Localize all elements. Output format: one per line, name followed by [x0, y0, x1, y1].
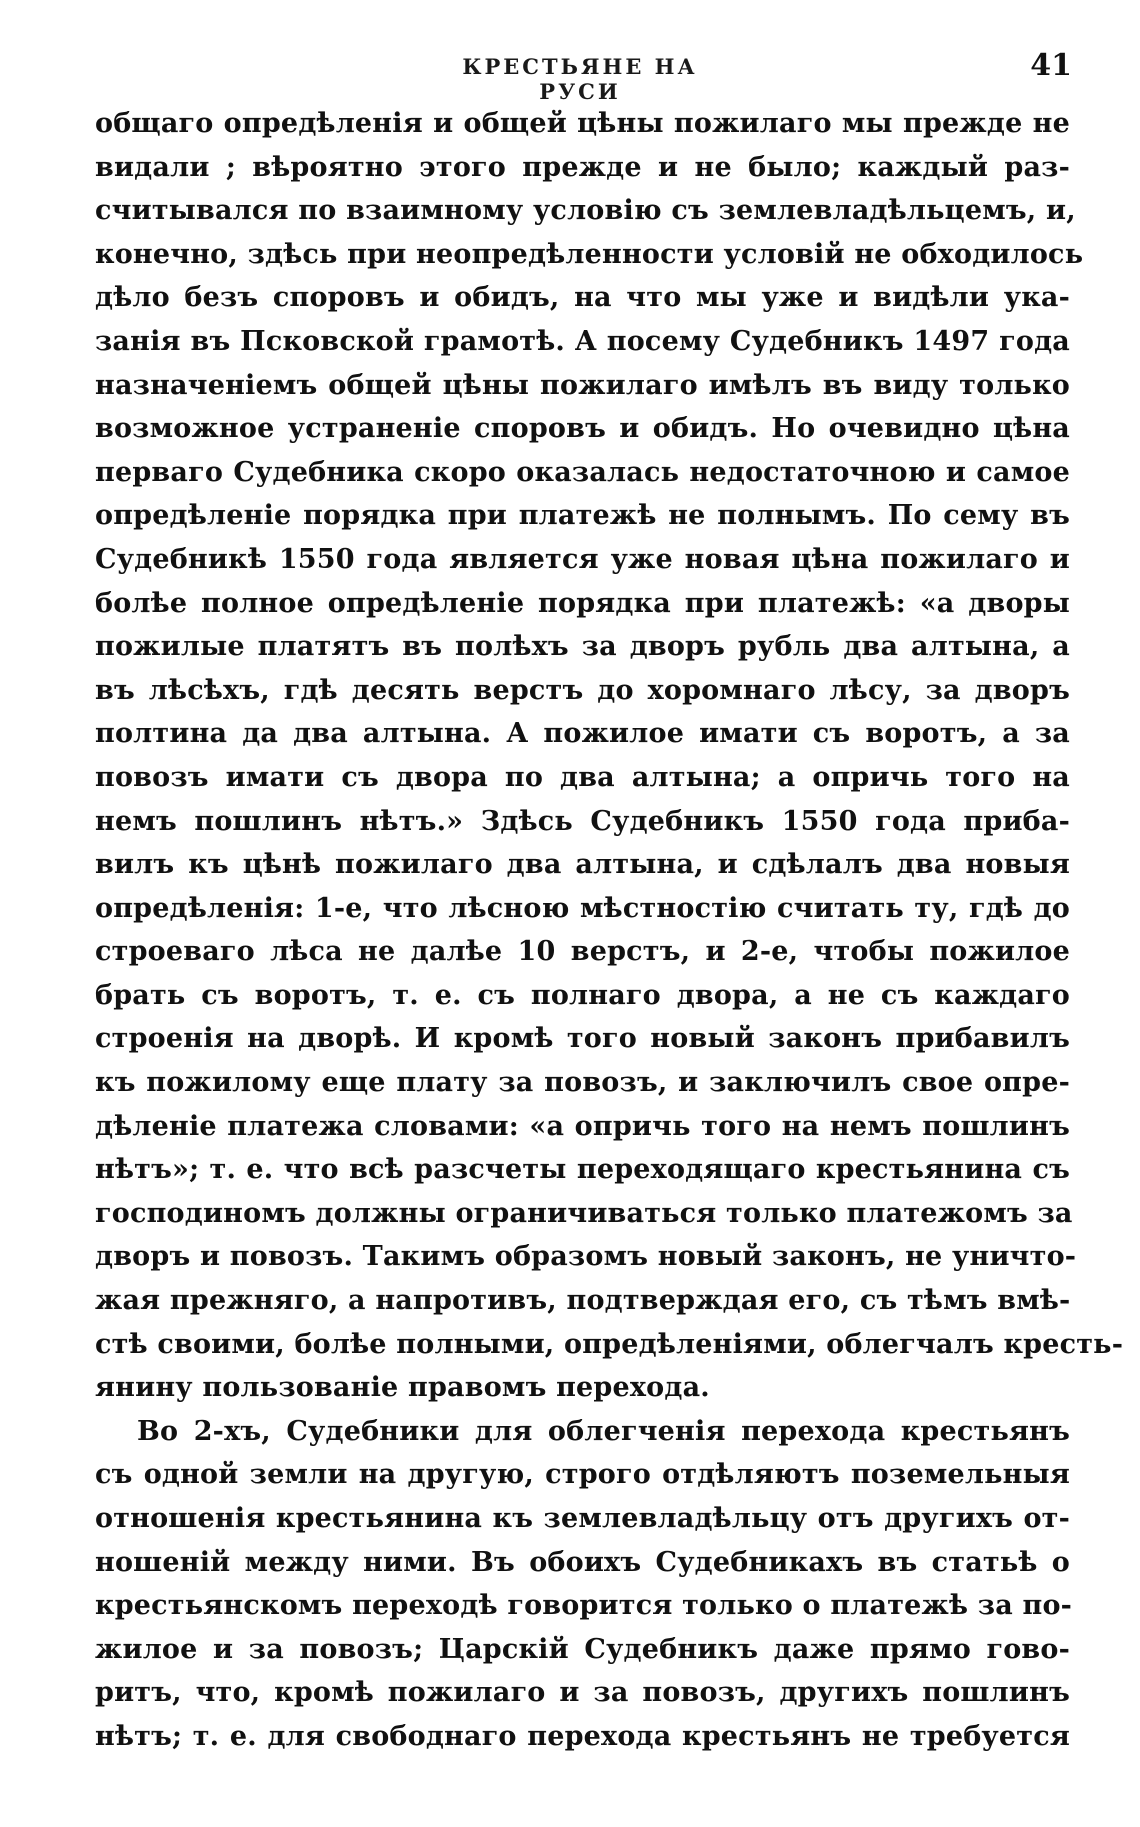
text-line: немъ пошлинъ нѣтъ.» Здѣсь Судебникъ 1550 года приба-	[95, 805, 1070, 837]
text-line: жая прежняго, а напротивъ, подтверждая его, съ тѣмъ вмѣ-	[95, 1285, 1071, 1317]
text-line: дѣленіе платежа словами: «а опричь того на немъ пошлинъ	[95, 1110, 1070, 1142]
text-line: жилое и за повозъ; Царскій Судебникъ даже прямо гово-	[95, 1633, 1070, 1665]
text-line: опредѣленія: 1-е, что лѣсною мѣстностію считать ту, гдѣ до	[95, 892, 1070, 924]
text-line: возможное устраненіе споровъ и обидъ. Но очевидно цѣна	[95, 413, 1070, 445]
text-line: конечно, здѣсь при неопредѣленности условій не обходилось	[95, 238, 1084, 270]
text-line: крестьянскомъ переходѣ говорится только о платежѣ за по-	[95, 1590, 1073, 1622]
text-line: ношеній между ними. Въ обоихъ Судебникахъ въ статьѣ о	[95, 1546, 1070, 1578]
page-number: 41	[1030, 48, 1072, 83]
text-line: ритъ, что, кромѣ пожилаго и за повозъ, другихъ пошлинъ	[95, 1677, 1070, 1709]
text-line: отношенія крестьянина къ землевладѣльцу отъ другихъ от-	[95, 1503, 1070, 1534]
text-line: янину пользованіе правомъ перехода.	[95, 1372, 710, 1404]
text-line: вилъ къ цѣнѣ пожилаго два алтына, и сдѣлалъ два новыя	[95, 849, 1070, 881]
text-line: пожилые платятъ въ полѣхъ за дворъ рубль два алтына, а	[95, 631, 1070, 663]
body-text	[95, 102, 1124, 1759]
text-line: Во 2-хъ, Судебники для облегченія перехода крестьянъ	[137, 1415, 1070, 1447]
text-line: полтина да два алтына. А пожилое имати съ воротъ, а за	[95, 718, 1070, 750]
text-line: болѣе полное опредѣленіе порядка при платежѣ: «а дворы	[95, 587, 1070, 619]
text-line: считывался по взаимному условію съ землевладѣльцемъ, и,	[95, 195, 1076, 227]
text-line: назначеніемъ общей цѣны пожилаго имѣлъ въ виду только	[95, 369, 1070, 401]
text-line: строенія на дворѣ. И кромѣ того новый законъ прибавилъ	[95, 1023, 1070, 1055]
text-line: общаго опредѣленія и общей цѣны пожилаго мы прежде не	[95, 108, 1070, 139]
paragraphs	[95, 102, 1124, 1759]
text-line: опредѣленіе порядка при платежѣ не полнымъ. По сему въ	[95, 500, 1070, 532]
text-line: стѣ своими, болѣе полными, опредѣленіями, облегчалъ кресть-	[95, 1328, 1124, 1360]
text-line: въ лѣсѣхъ, гдѣ десять верстъ до хоромнаго лѣсу, за дворъ	[95, 674, 1070, 706]
running-head	[0, 48, 1140, 104]
text-line: повозъ имати съ двора по два алтына; а опричь того на	[95, 761, 1070, 793]
text-line: Судебникѣ 1550 года является уже новая цѣна пожилаго и	[95, 543, 1070, 575]
text-line: господиномъ должны ограничиваться только платежомъ за	[95, 1197, 1073, 1229]
paragraph	[95, 1410, 1073, 1759]
text-line: нѣтъ»; т. е. что всѣ разсчеты переходящаго крестьянина съ	[95, 1154, 1070, 1186]
text-line: съ одной земли на другую, строго отдѣляютъ поземельныя	[95, 1459, 1070, 1491]
text-line: къ пожилому еще плату за повозъ, и заключилъ свое опре-	[95, 1067, 1070, 1099]
text-line: дворъ и повозъ. Такимъ образомъ новый законъ, не уничто-	[95, 1241, 1077, 1273]
text-line: видали ; вѣроятно этого прежде и не было; каждый раз-	[95, 151, 1070, 183]
paragraph	[95, 102, 1124, 1410]
text-line: брать съ воротъ, т. е. съ полнаго двора, а не съ каждаго	[95, 979, 1070, 1011]
text-line: дѣло безъ споровъ и обидъ, на что мы уже и видѣли ука-	[95, 282, 1070, 314]
running-title: КРЕСТЬЯНЕ НА РУСИ	[462, 54, 698, 104]
text-line: нѣтъ; т. е. для свободнаго перехода крестьянъ не требуется	[95, 1720, 1070, 1752]
text-line: занія въ Псковской грамотѣ. А посему Судебникъ 1497 года	[95, 325, 1070, 357]
text-line: строеваго лѣса не далѣе 10 верстъ, и 2-е, чтобы пожилое	[95, 936, 1070, 968]
text-line: перваго Судебника скоро оказалась недостаточною и самое	[95, 456, 1070, 488]
